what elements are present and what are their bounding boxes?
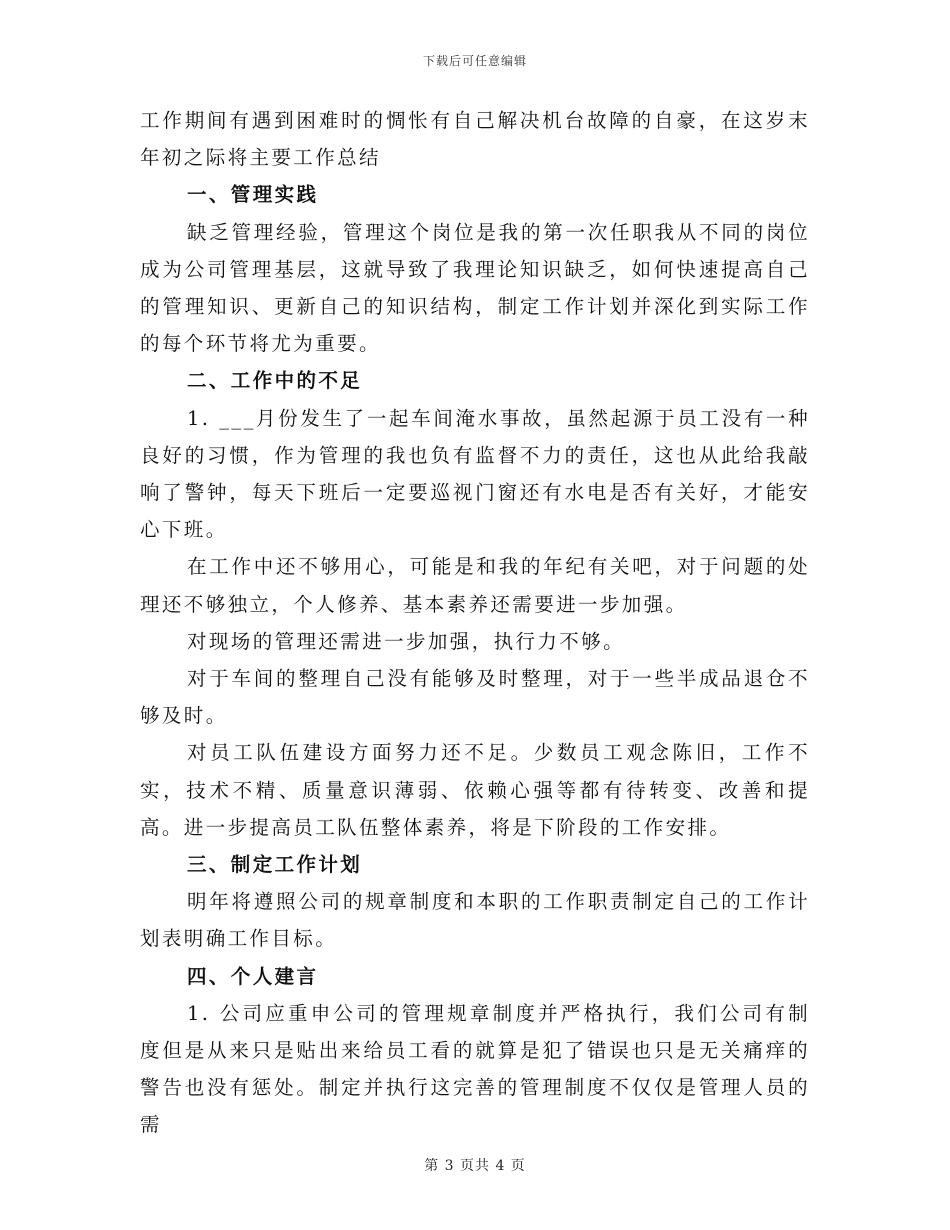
paragraph: 1. ___月份发生了一起车间淹水事故，虽然起源于员工没有一种良好的习惯，作为管理的我也负有监督不力的责任，这也从此给我敲响了警钟，每天下班后一定要巡视门窗还有水电是否有关好，才能安心下班。 bbox=[140, 406, 810, 542]
page-header-note: 下载后可任意编辑 bbox=[422, 54, 527, 68]
paragraph: 对现场的管理还需进一步加强，执行力不够。 bbox=[187, 629, 626, 653]
paragraph: 1. 公司应重申公司的管理规章制度并严格执行，我们公司有制度但是从来只是贴出来给员工看的就算是犯了错误也只是无关痛痒的警告也没有惩处。制定并执行这完善的管理制度不仅仅是管理人员的需 bbox=[140, 1001, 810, 1137]
page-number-footer: 第 3 页共 4 页 bbox=[424, 1158, 526, 1174]
paragraph: 缺乏管理经验，管理这个岗位是我的第一次任职我从不同的岗位成为公司管理基层，这就导致了我理论知识缺乏，如何快速提高自己的管理知识、更新自己的知识结构，制定工作计划并深化到实际工作的每个环节将尤为重要。 bbox=[140, 220, 810, 356]
paragraph: 对员工队伍建设方面努力还不足。少数员工观念陈旧，工作不实，技术不精、质量意识薄弱、依赖心强等都有待转变、改善和提高。进一步提高员工队伍整体素养，将是下阶段的工作安排。 bbox=[140, 741, 810, 839]
section-heading-work-plan: 三、制定工作计划 bbox=[187, 853, 363, 877]
section-heading-suggestions: 四、个人建言 bbox=[187, 964, 319, 988]
document-body bbox=[140, 102, 810, 1144]
intro-paragraph: 工作期间有遇到困难时的惆怅有自己解决机台故障的自豪，在这岁末年初之际将主要工作总结 bbox=[140, 109, 810, 170]
paragraph: 在工作中还不够用心，可能是和我的年纪有关吧，对于问题的处理还不够独立，个人修养、基本素养还需要进一步加强。 bbox=[140, 555, 810, 616]
paragraph: 明年将遵照公司的规章制度和本职的工作职责制定自己的工作计划表明确工作目标。 bbox=[140, 890, 810, 951]
paragraph: 对于车间的整理自己没有能够及时整理，对于一些半成品退仓不够及时。 bbox=[140, 667, 810, 728]
section-heading-management-practice: 一、管理实践 bbox=[187, 183, 319, 207]
section-heading-shortcomings: 二、工作中的不足 bbox=[187, 369, 363, 393]
